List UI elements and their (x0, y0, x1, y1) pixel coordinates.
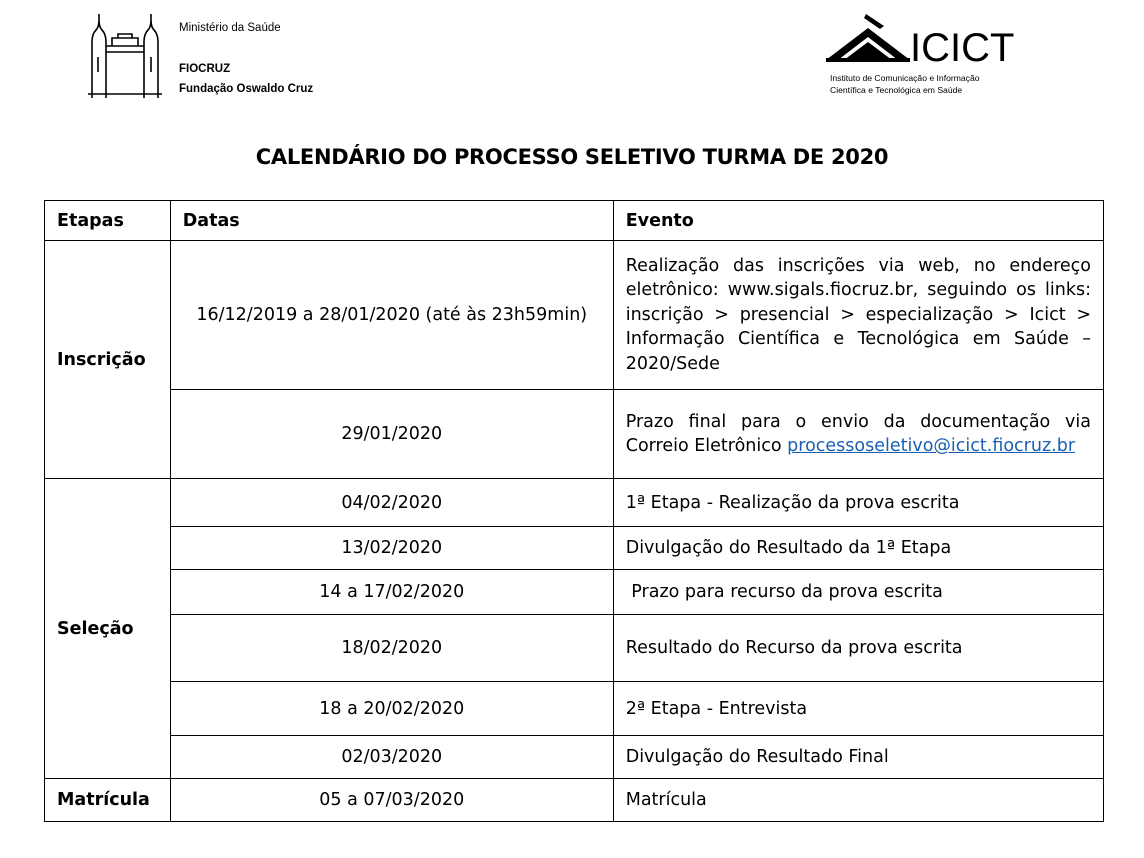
icict-name: ICICT (910, 26, 1015, 70)
header-stage: Etapas (45, 201, 171, 241)
stage-matricula: Matrícula (45, 779, 171, 822)
row-event-text: Prazo final para o envio da documentação via Correio Eletrônico (625, 411, 1091, 456)
row-event: 1ª Etapa - Realização da prova escrita (613, 479, 1103, 527)
table-row (45, 736, 1104, 779)
row-event: Divulgação do Resultado da 1ª Etapa (613, 527, 1103, 570)
schedule-table (44, 200, 1104, 822)
fiocruz-name: FIOCRUZ (179, 63, 231, 75)
stage-inscricao: Inscrição (45, 241, 171, 479)
table-row (45, 241, 1104, 390)
email-link[interactable]: processoseletivo@icict.fiocruz.br (787, 436, 1076, 456)
table-header-row (45, 201, 1104, 241)
icict-subtitle-line1: Instituto de Comunicação e Informação (830, 73, 980, 83)
row-date: 14 a 17/02/2020 (170, 570, 613, 615)
row-event (613, 390, 1103, 479)
row-event: Realização das inscrições via web, no endereço eletrônico: www.sigals.fiocruz.br, seguindo os links: inscrição > presencial > especialização > Icict > Informação Científica e Tecnológica em Saúde – 2020/Sede (613, 241, 1103, 390)
table-row (45, 779, 1104, 822)
icict-logo-icon (826, 14, 914, 64)
icict-subtitle-line2: Científica e Tecnológica em Saúde (830, 85, 963, 95)
ministry-label: Ministério da Saúde (179, 22, 281, 34)
row-date: 13/02/2020 (170, 527, 613, 570)
page-title: CALENDÁRIO DO PROCESSO SELETIVO TURMA DE 2020 (255, 145, 889, 169)
row-date: 18/02/2020 (170, 615, 613, 682)
row-date: 05 a 07/03/2020 (170, 779, 613, 822)
table-row (45, 390, 1104, 479)
fiocruz-header (86, 12, 406, 102)
fiocruz-full-name: Fundação Oswaldo Cruz (179, 83, 314, 95)
icict-header (826, 14, 1056, 104)
stage-selecao: Seleção (45, 479, 171, 779)
header-date: Datas (170, 201, 613, 241)
row-date: 02/03/2020 (170, 736, 613, 779)
table-row (45, 682, 1104, 736)
row-event: Divulgação do Resultado Final (613, 736, 1103, 779)
table-row (45, 615, 1104, 682)
row-date: 18 a 20/02/2020 (170, 682, 613, 736)
row-event: Prazo para recurso da prova escrita (613, 570, 1103, 615)
header-event: Evento (613, 201, 1103, 241)
row-event: Matrícula (613, 779, 1103, 822)
row-event: 2ª Etapa - Entrevista (613, 682, 1103, 736)
row-date: 04/02/2020 (170, 479, 613, 527)
fiocruz-castle-logo-icon (86, 12, 166, 98)
table-row (45, 479, 1104, 527)
table-row (45, 527, 1104, 570)
row-date: 29/01/2020 (170, 390, 613, 479)
row-event: Resultado do Recurso da prova escrita (613, 615, 1103, 682)
row-date: 16/12/2019 a 28/01/2020 (até às 23h59min) (170, 241, 613, 390)
table-row (45, 570, 1104, 615)
